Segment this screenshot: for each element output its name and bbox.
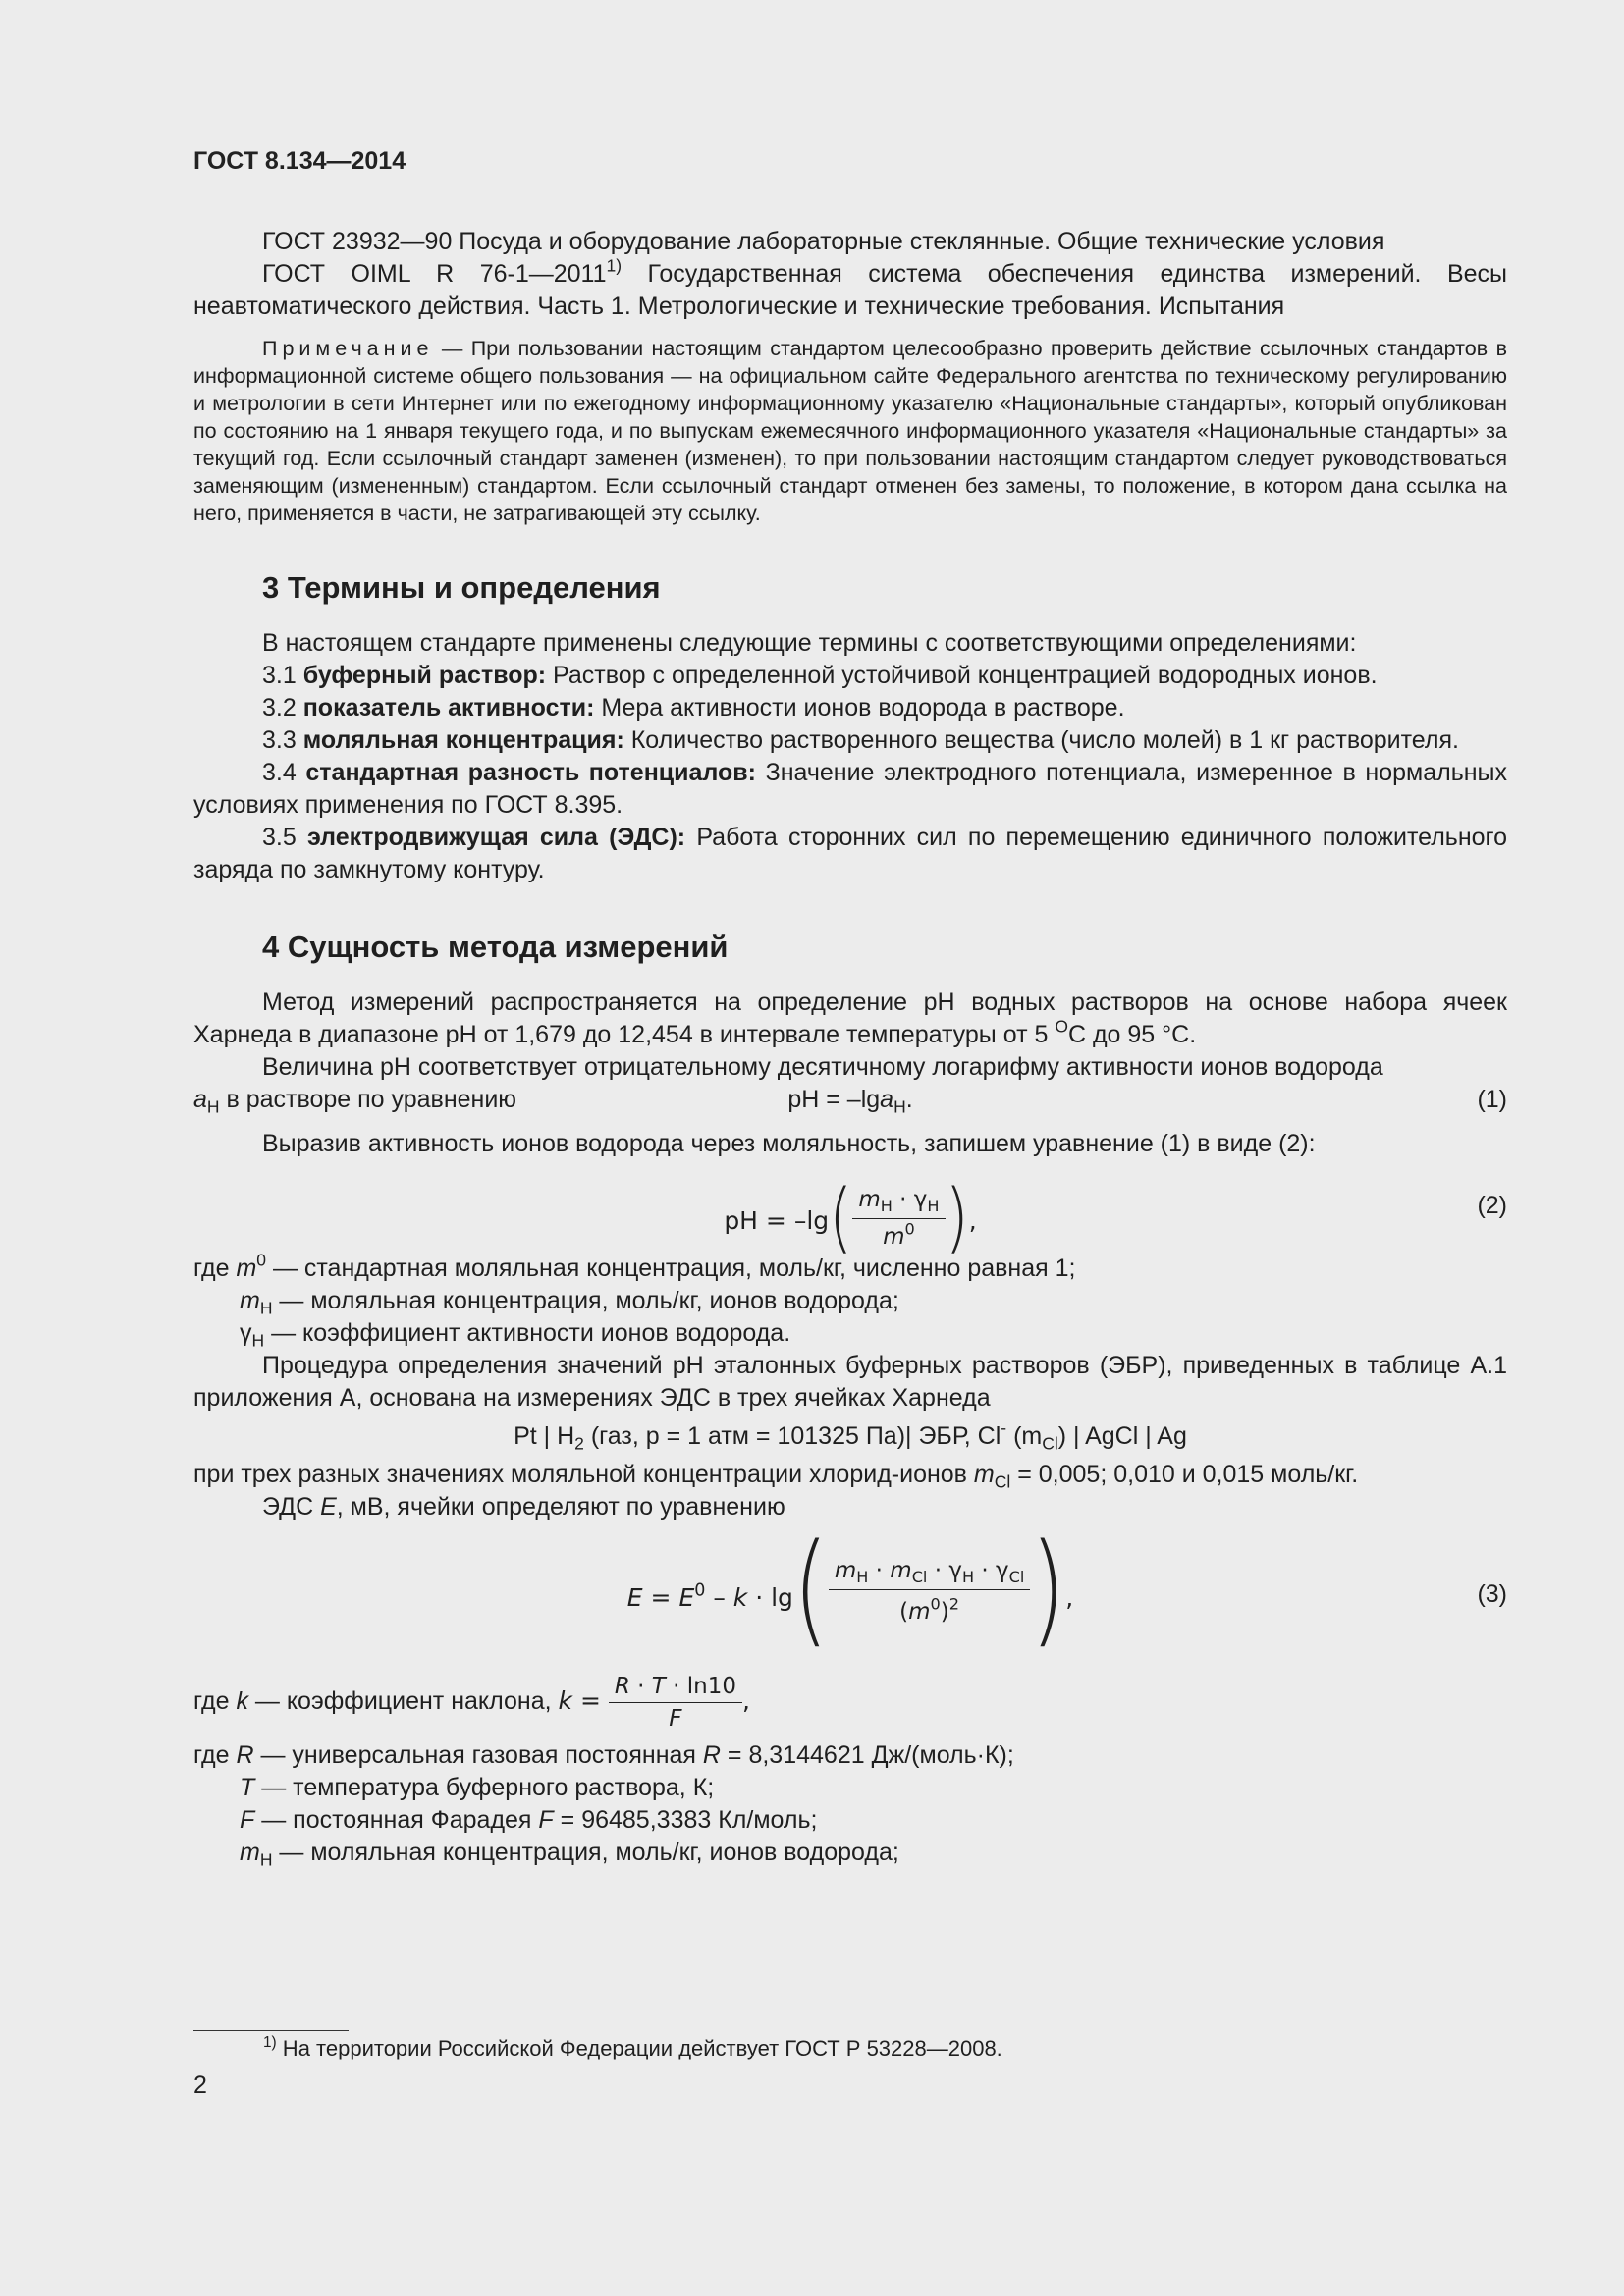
page-header: ГОСТ 8.134—2014 [193, 147, 406, 175]
where-r: где R — универсальная газовая постоянная R = 8,3144621 Дж/(моль·К); [193, 1741, 1014, 1769]
term-3-2: 3.2 показатель активности: Мера активности ионов водорода в растворе. [262, 694, 1125, 721]
section-3-intro: В настоящем стандарте применены следующие термины с соответствующими определениями: [262, 629, 1357, 657]
page-body [193, 226, 1507, 1869]
page-number: 2 [193, 2071, 207, 2099]
where-mh: $m_H$ — моляльная концентрация, моль/кг, ионов водорода; [240, 1287, 899, 1318]
term-3-5: 3.5 электродвижущая сила (ЭДС): Работа сторонних сил по перемещению единичного положительного заряда по замкнутому контуру. [193, 824, 1507, 883]
emf-paragraph: ЭДС E, мВ, ячейки определяют по уравнению [262, 1493, 785, 1521]
where-gamma-h: $\gamma_H$ — коэффициент активности ионов водорода. [240, 1319, 791, 1351]
footnote-divider [193, 2030, 349, 2031]
note-paragraph: Примечание — При пользовании настоящим стандартом целесообразно проверить действие ссылочных стандартов в информационной системе общего пользования — на официальном сайте Федерального агентства по техническому регулированию и метрологии в сети Интернет или по ежегодному информационному указателю «Национальные стандарты», который опубликован по состоянию на 1 января текущего года, и по выпускам ежемесячного информационного указателя «Национальные стандарты» за текущий год. Если ссылочный стандарт заменен (изменен), то при пользовании настоящим стандартом следует руководствоваться заменяющим (измененным) стандартом. Если ссылочный стандарт отменен без замены, то положение, в котором дана ссылка на него, применяется в части, не затрагивающей эту ссылку. [193, 337, 1507, 525]
reference-gost-oiml: ГОСТ OIML R 76-1—2011$^{1)}$ Государственная система обеспечения единства измерений. Весы неавтоматического действия. Часть 1. Метрологические и технические требования. Испытания [193, 255, 1507, 320]
slope-definition: где k — коэффициент наклона, k = $\frac{R \cdot T \cdot \ln 10}{F}$ , [193, 1673, 750, 1732]
term-3-3: 3.3 моляльная концентрация: Количество растворенного вещества (число молей) в 1 кг растворителя. [262, 726, 1459, 754]
chloride-paragraph: при трех разных значениях моляльной концентрации хлорид-ионов $m_{Cl} = 0,005$; 0,010 и 0,015 моль/кг. [193, 1461, 1359, 1492]
reference-gost-23932: ГОСТ 23932—90 Посуда и оборудование лабораторные стеклянные. Общие технические условия [262, 228, 1385, 255]
ph-definition-continuation: $a_H$ в растворе по уравнению [193, 1086, 517, 1117]
where-f: F — постоянная Фарадея F = 96485,3383 Кл/моль; [240, 1806, 818, 1834]
note-label: Примечание [262, 337, 434, 360]
footnote: $^{1)}$ На территории Российской Федерации действует ГОСТ Р 53228—2008. [263, 2033, 1002, 2060]
section-3-heading: 3 Термины и определения [262, 570, 661, 605]
ph-definition-paragraph: Величина pH соответствует отрицательному десятичному логарифму активности ионов водорода [262, 1053, 1383, 1081]
term-3-4: 3.4 стандартная разность потенциалов: Значение электродного потенциала, измеренное в нормальных условиях применения по ГОСТ 8.395. [193, 759, 1508, 819]
method-paragraph: Метод измерений распространяется на определение pH водных растворов на основе набора ячеек Харнеда в диапазоне pH от 1,679 до 12,454 в интервале температуры от 5 $^O$C до 95 °C. [193, 988, 1507, 1048]
equation-2: pH = –lg( $\frac{m_H \cdot \gamma_H}{m^0}$ ), (2) [724, 1171, 1507, 1262]
term-3-1: 3.1 буферный раствор: Раствор с определенной устойчивой концентрацией водородных ионов. [262, 662, 1378, 689]
equation-1: pH = –lga$_H$. (1) [787, 1086, 1507, 1117]
where-t: T — температура буферного раствора, К; [240, 1774, 715, 1801]
equation-1-number: (1) [1477, 1086, 1507, 1113]
equation-3-number: (3) [1477, 1580, 1507, 1608]
section-4-heading: 4 Сущность метода измерений [262, 930, 729, 964]
equation-3: $E = E^0 - k \cdot \lg$( $\frac{m_H \cdot m_{Cl} \cdot \gamma_H \cdot \gamma_{Cl}}{(m^0)^2}$ ), (3) [626, 1518, 1507, 1660]
harned-cell-formula: Pt | $H_2$ (газ, p = 1 атм = 101325 Па)| ЭБР, Cl- $(m_{Cl})$ | AgCl | Ag [514, 1417, 1187, 1454]
where-m0: где $m^0$ — стандартная моляльная концентрация, моль/кг, численно равная 1; [193, 1250, 1076, 1282]
molality-paragraph: Выразив активность ионов водорода через моляльность, запишем уравнение (1) в виде (2): [262, 1130, 1316, 1157]
procedure-paragraph: Процедура определения значений pH эталонных буферных растворов (ЭБР), приведенных в таблице А.1 приложения А, основана на измерениях ЭДС в трех ячейках Харнеда [193, 1352, 1507, 1412]
where-mh-2: $m_H$ — моляльная концентрация, моль/кг, ионов водорода; [240, 1839, 899, 1870]
equation-2-number: (2) [1477, 1192, 1507, 1219]
